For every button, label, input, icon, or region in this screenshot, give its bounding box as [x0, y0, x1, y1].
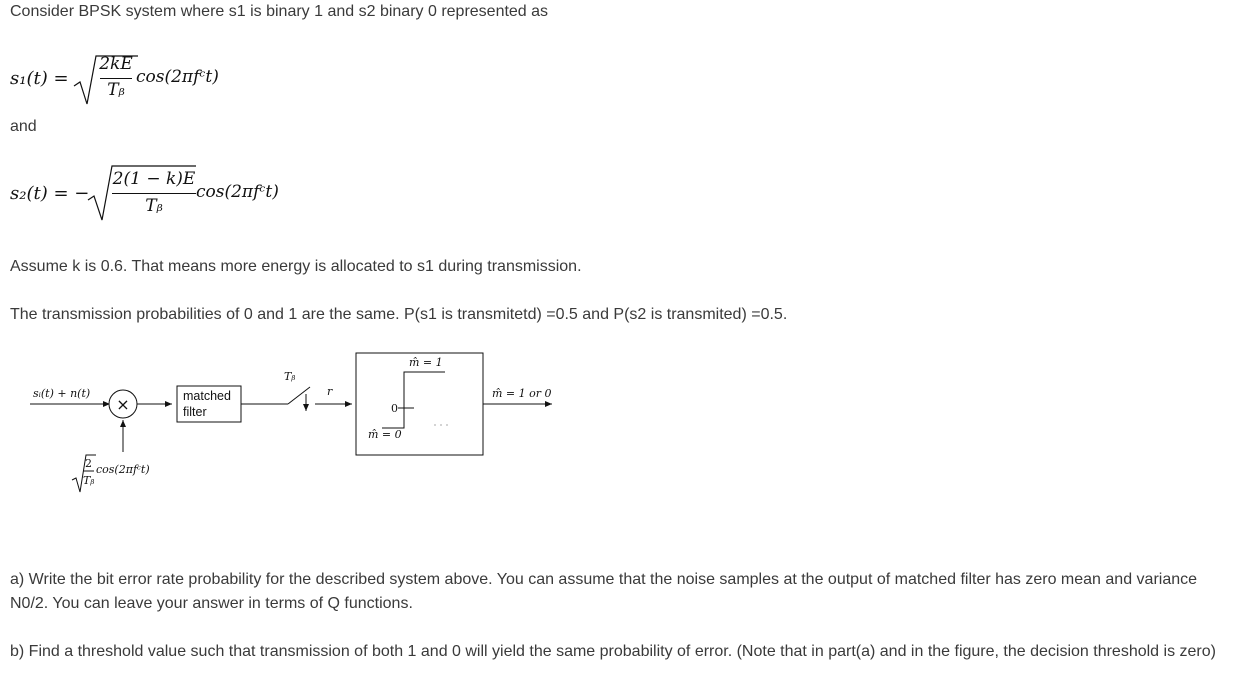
eq1-fraction-bar	[100, 78, 132, 79]
eq1-numerator: 2kE	[99, 54, 133, 74]
eq2-fraction-bar	[112, 193, 196, 194]
input-signal-label: sᵢ(t) + n(t)	[33, 387, 91, 400]
reference-denominator: Tᵦ	[83, 474, 95, 487]
m-hat-0-label: m̂ = 0	[368, 428, 402, 441]
eq2-numerator: 2(1 − k)E	[112, 169, 196, 189]
reference-numerator: 2	[85, 457, 92, 470]
multiplier-icon: ×	[116, 395, 130, 414]
matched-filter-label-1: matched	[183, 389, 231, 403]
eq1-lhs: s₁(t) =	[10, 68, 69, 89]
r-label: r	[327, 385, 333, 398]
sampler-label: Tᵦ	[284, 370, 296, 383]
assumption-text: Assume k is 0.6. That means more energy is allocated to s1 during transmission.	[10, 258, 582, 275]
eq1-rhs: cos(2πfᶜt)	[136, 67, 219, 87]
eq2-rhs: cos(2πfᶜt)	[196, 182, 279, 202]
probability-text: The transmission probabilities of 0 and 1 are the same. P(s1 is transmitetd) =0.5 and P(s2 is transmited) =0.5.	[10, 306, 788, 323]
reference-cos: cos(2πfᶜt)	[96, 463, 150, 476]
and-text: and	[10, 118, 37, 135]
matched-filter-label-2: filter	[183, 405, 207, 419]
m-hat-1-label: m̂ = 1	[409, 356, 443, 369]
threshold-zero-label: 0	[391, 402, 398, 415]
question-b: b) Find a threshold value such that transmission of both 1 and 0 will yield the same probability of error. (Note that in part(a) and in the figure, the decision threshold is zero)	[10, 643, 1216, 660]
receiver-block-diagram	[0, 345, 600, 505]
intro-text: Consider BPSK system where s1 is binary 1 and s2 binary 0 represented as	[10, 3, 549, 20]
eq2-lhs: s₂(t) = −	[10, 183, 90, 204]
question-a: a) Write the bit error rate probability for the described system above. You can assume that the noise samples at the output of matched filter has zero mean and variance N0/2. You can leave your answer in terms of Q functions.	[10, 571, 1198, 612]
eq1-denominator: Tᵦ	[107, 80, 125, 100]
eq2-denominator: Tᵦ	[145, 196, 163, 216]
sampler-switch-arm	[288, 387, 310, 404]
output-label: m̂ = 1 or 0	[492, 387, 552, 400]
